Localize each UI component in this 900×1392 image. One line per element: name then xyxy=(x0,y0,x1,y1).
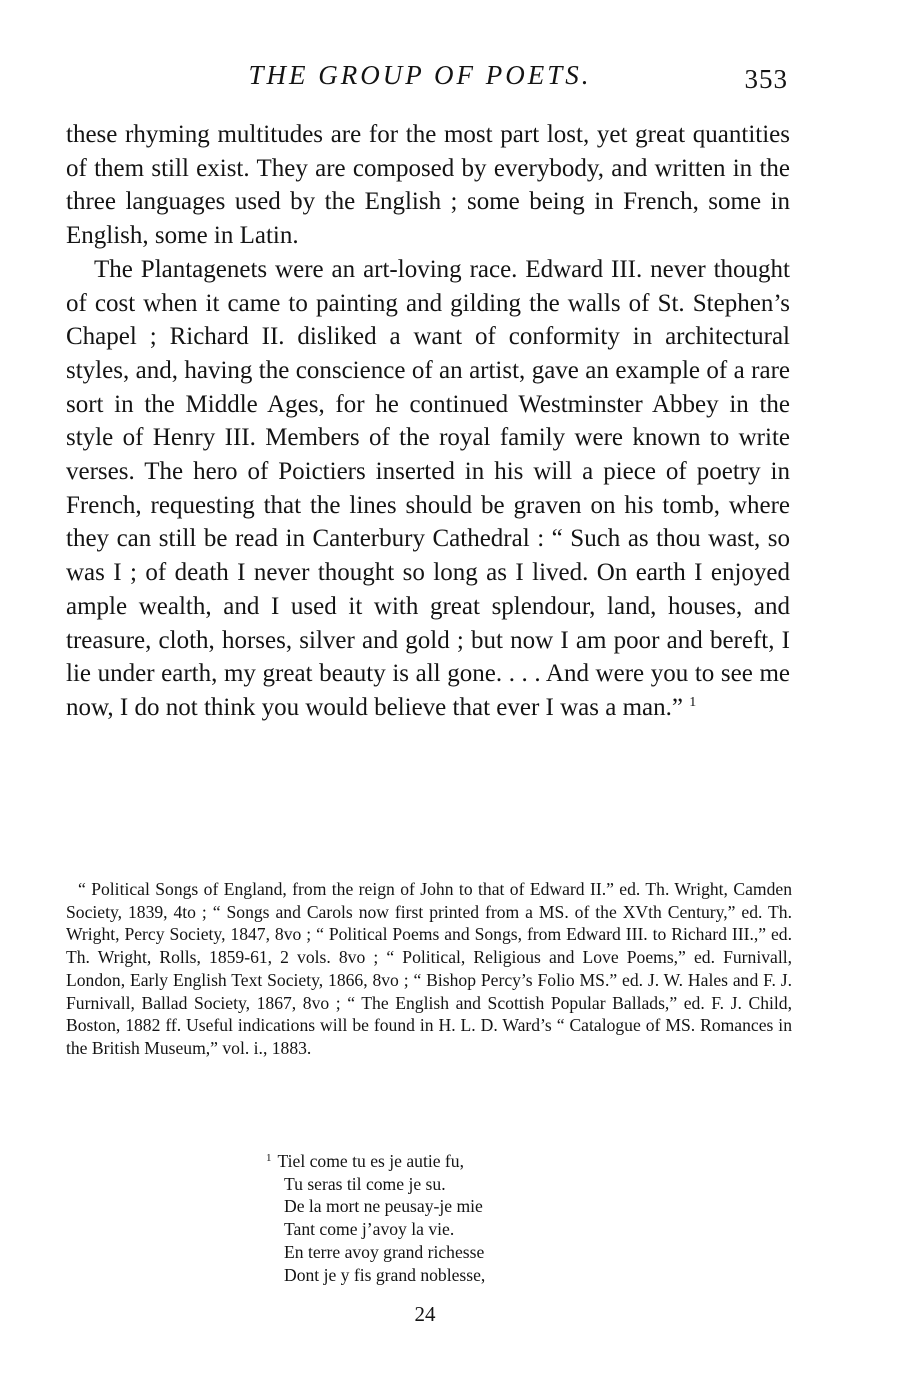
running-title: THE GROUP OF POETS. xyxy=(248,60,592,90)
verse-line: Tant come j’avoy la vie. xyxy=(284,1219,455,1240)
main-text xyxy=(66,118,790,725)
footnote-reference-mark: 1 xyxy=(689,694,697,710)
page-number: 353 xyxy=(744,64,788,94)
running-header xyxy=(0,58,900,98)
footnote-verse xyxy=(266,1150,666,1286)
verse-line xyxy=(266,1150,666,1173)
verse-line: Dont je y fis grand noblesse, xyxy=(284,1264,486,1285)
verse-line: De la mort ne peusay-je mie xyxy=(284,1196,483,1217)
verse-line: En terre avoy grand richesse xyxy=(284,1241,485,1262)
printer-signature-mark: 24 xyxy=(414,1302,436,1326)
paragraph-continued: these rhyming multitudes are for the most part lost, yet great quantities of them still exist. They are composed by everybody, and written in the three languages used by the English ; some being in French, some in English, some in Latin. xyxy=(66,121,790,250)
verse-line: Tu seras til come je su. xyxy=(284,1173,446,1194)
paragraph-plantagenets xyxy=(66,253,790,725)
bibliography-footnote: “ Political Songs of England, from the reign of John to that of Edward II.” ed. Th. Wright, Camden Society, 1839, 4to ; “ Songs and Carols now first printed from a MS. of the XVth Century,” ed. Th. Wright, Percy Society, 1847, 8vo ; “ Political Poems and Songs, from Edward III. to Richard III.,” ed. Th. Wright, Rolls, 1859-61, 2 vols. 8vo ; “ Political, Religious and Love Poems,” ed. Furnivall, London, Early English Text Society, 1866, 8vo ; “ Bishop Percy’s Folio MS.” ed. J. W. Hales and F. J. Furnivall, Ballad Society, 1867, 8vo ; “ The English and Scottish Popular Ballads,” ed. F. J. Child, Boston, 1882 ff. Useful indications will be found in H. L. D. Ward’s “ Catalogue of MS. Romances in the British Museum,” vol. i., 1883. xyxy=(66,879,792,1058)
verse-line-text: Tiel come tu es je autie fu, xyxy=(277,1151,464,1171)
verse-note-mark: 1 xyxy=(266,1152,272,1164)
paragraph-plantagenets-text: The Plantagenets were an art-loving race. Edward III. never thought of cost when it came to painting and gilding the walls of St. Stephen’s Chapel ; Richard II. disliked a want of conformity in architectural styles, and, having the conscience of an artist, gave an example of a rare sort in the Middle Ages, for he continued Westminster Abbey in the style of Henry III. Members of the royal family were known to write verses. The hero of Poictiers inserted in his will a piece of poetry in French, requesting that the lines should be graven on his tomb, where they can still be read in Canterbury Cathedral : “ Such as thou wast, so was I ; of death I never thought so long as I lived. On earth I enjoyed ample wealth, and I used it with great splendour, land, houses, and treasure, cloth, horses, silver and gold ; but now I am poor and bereft, I lie under earth, my great beauty is all gone. . . . And were you to see me now, I do not think you would believe that ever I was a man.” xyxy=(66,255,790,721)
